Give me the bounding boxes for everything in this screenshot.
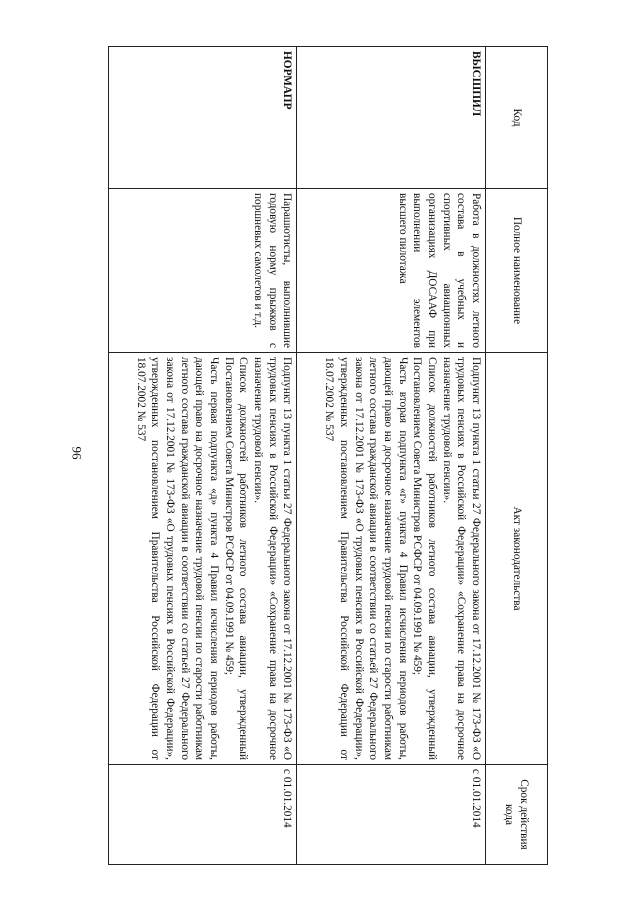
codes-table [108,46,548,865]
row-term: с 01.01.2014 [109,765,298,865]
act-paragraph: Список должностей работников летного состава авиации, утвержденный Постановлением Совета Министров РСФСР от 04.09.1991 № 459; [411,357,438,760]
row-full-name: Парашютисты, выполнившие годовую норму прыжков с поршневых самолетов и т.д. [109,189,298,353]
act-paragraph: Часть вторая подпункта «г» пункта 4 Правил исчисления периодов работы, дающей право на досрочное назначение трудовой пенсии по старости работникам летного состава гражданской авиации в соответствии со статьей 27 Федерального закона от 17.12.2001 № 173-ФЗ «О трудовых пенсиях в Российской Федерации», утвержденных постановлением Правительства Российской Федерации от 18.07.2002 № 537 [323,357,409,760]
row-code: НОРМАПР [109,47,298,189]
act-paragraph: Подпункт 13 пункта 1 статьи 27 Федерального закона от 17.12.2001 № 173-ФЗ «О трудовых пенсиях в Российской Федерации» «Сохранение права на досрочное назначение трудовой пенсии». [440,357,482,760]
row-term: с 01.01.2014 [297,765,486,865]
act-paragraph: Подпункт 13 пункта 1 статьи 27 Федерального закона от 17.12.2001 № 173-ФЗ «О трудовых пенсиях в Российской Федерации» «Сохранение права на досрочное назначение трудовой пенсии». [252,357,294,760]
row-act [109,353,298,765]
header-term: Срок действия кода [486,765,548,865]
page-number: 96 [69,446,85,460]
table-row [297,47,486,865]
header-code: Код [486,47,548,189]
rotated-table-container [108,46,548,864]
header-act: Акт законодательства [486,353,548,765]
row-code: ВЫСШПИЛ [297,47,486,189]
table-row [109,47,298,865]
header-full-name: Полное наименование [486,189,548,353]
act-paragraph: Часть первая подпункта «д» пункта 4 Правил исчисления периодов работы, дающей право на досрочное назначение трудовой пенсии по старости работникам летного состава гражданской авиации в соответствии со статьей 27 Федерального закона от 17.12.2001 № 173-ФЗ «О трудовых пенсиях в Российской Федерации», утвержденных постановлением Правительства Российской Федерации от 18.07.2002 № 537 [134,357,221,760]
row-full-name: Работа в должностях летного состава в учебных и спортивных авиационных организациях ДОСААФ при выполнении элементов высшего пилотажа [297,189,486,353]
header-row [486,47,548,865]
act-paragraph: Список должностей работников летного состава авиации, утвержденный Постановлением Совета Министров РСФСР от 04.09.1991 № 459; [222,357,250,760]
row-act [297,353,486,765]
